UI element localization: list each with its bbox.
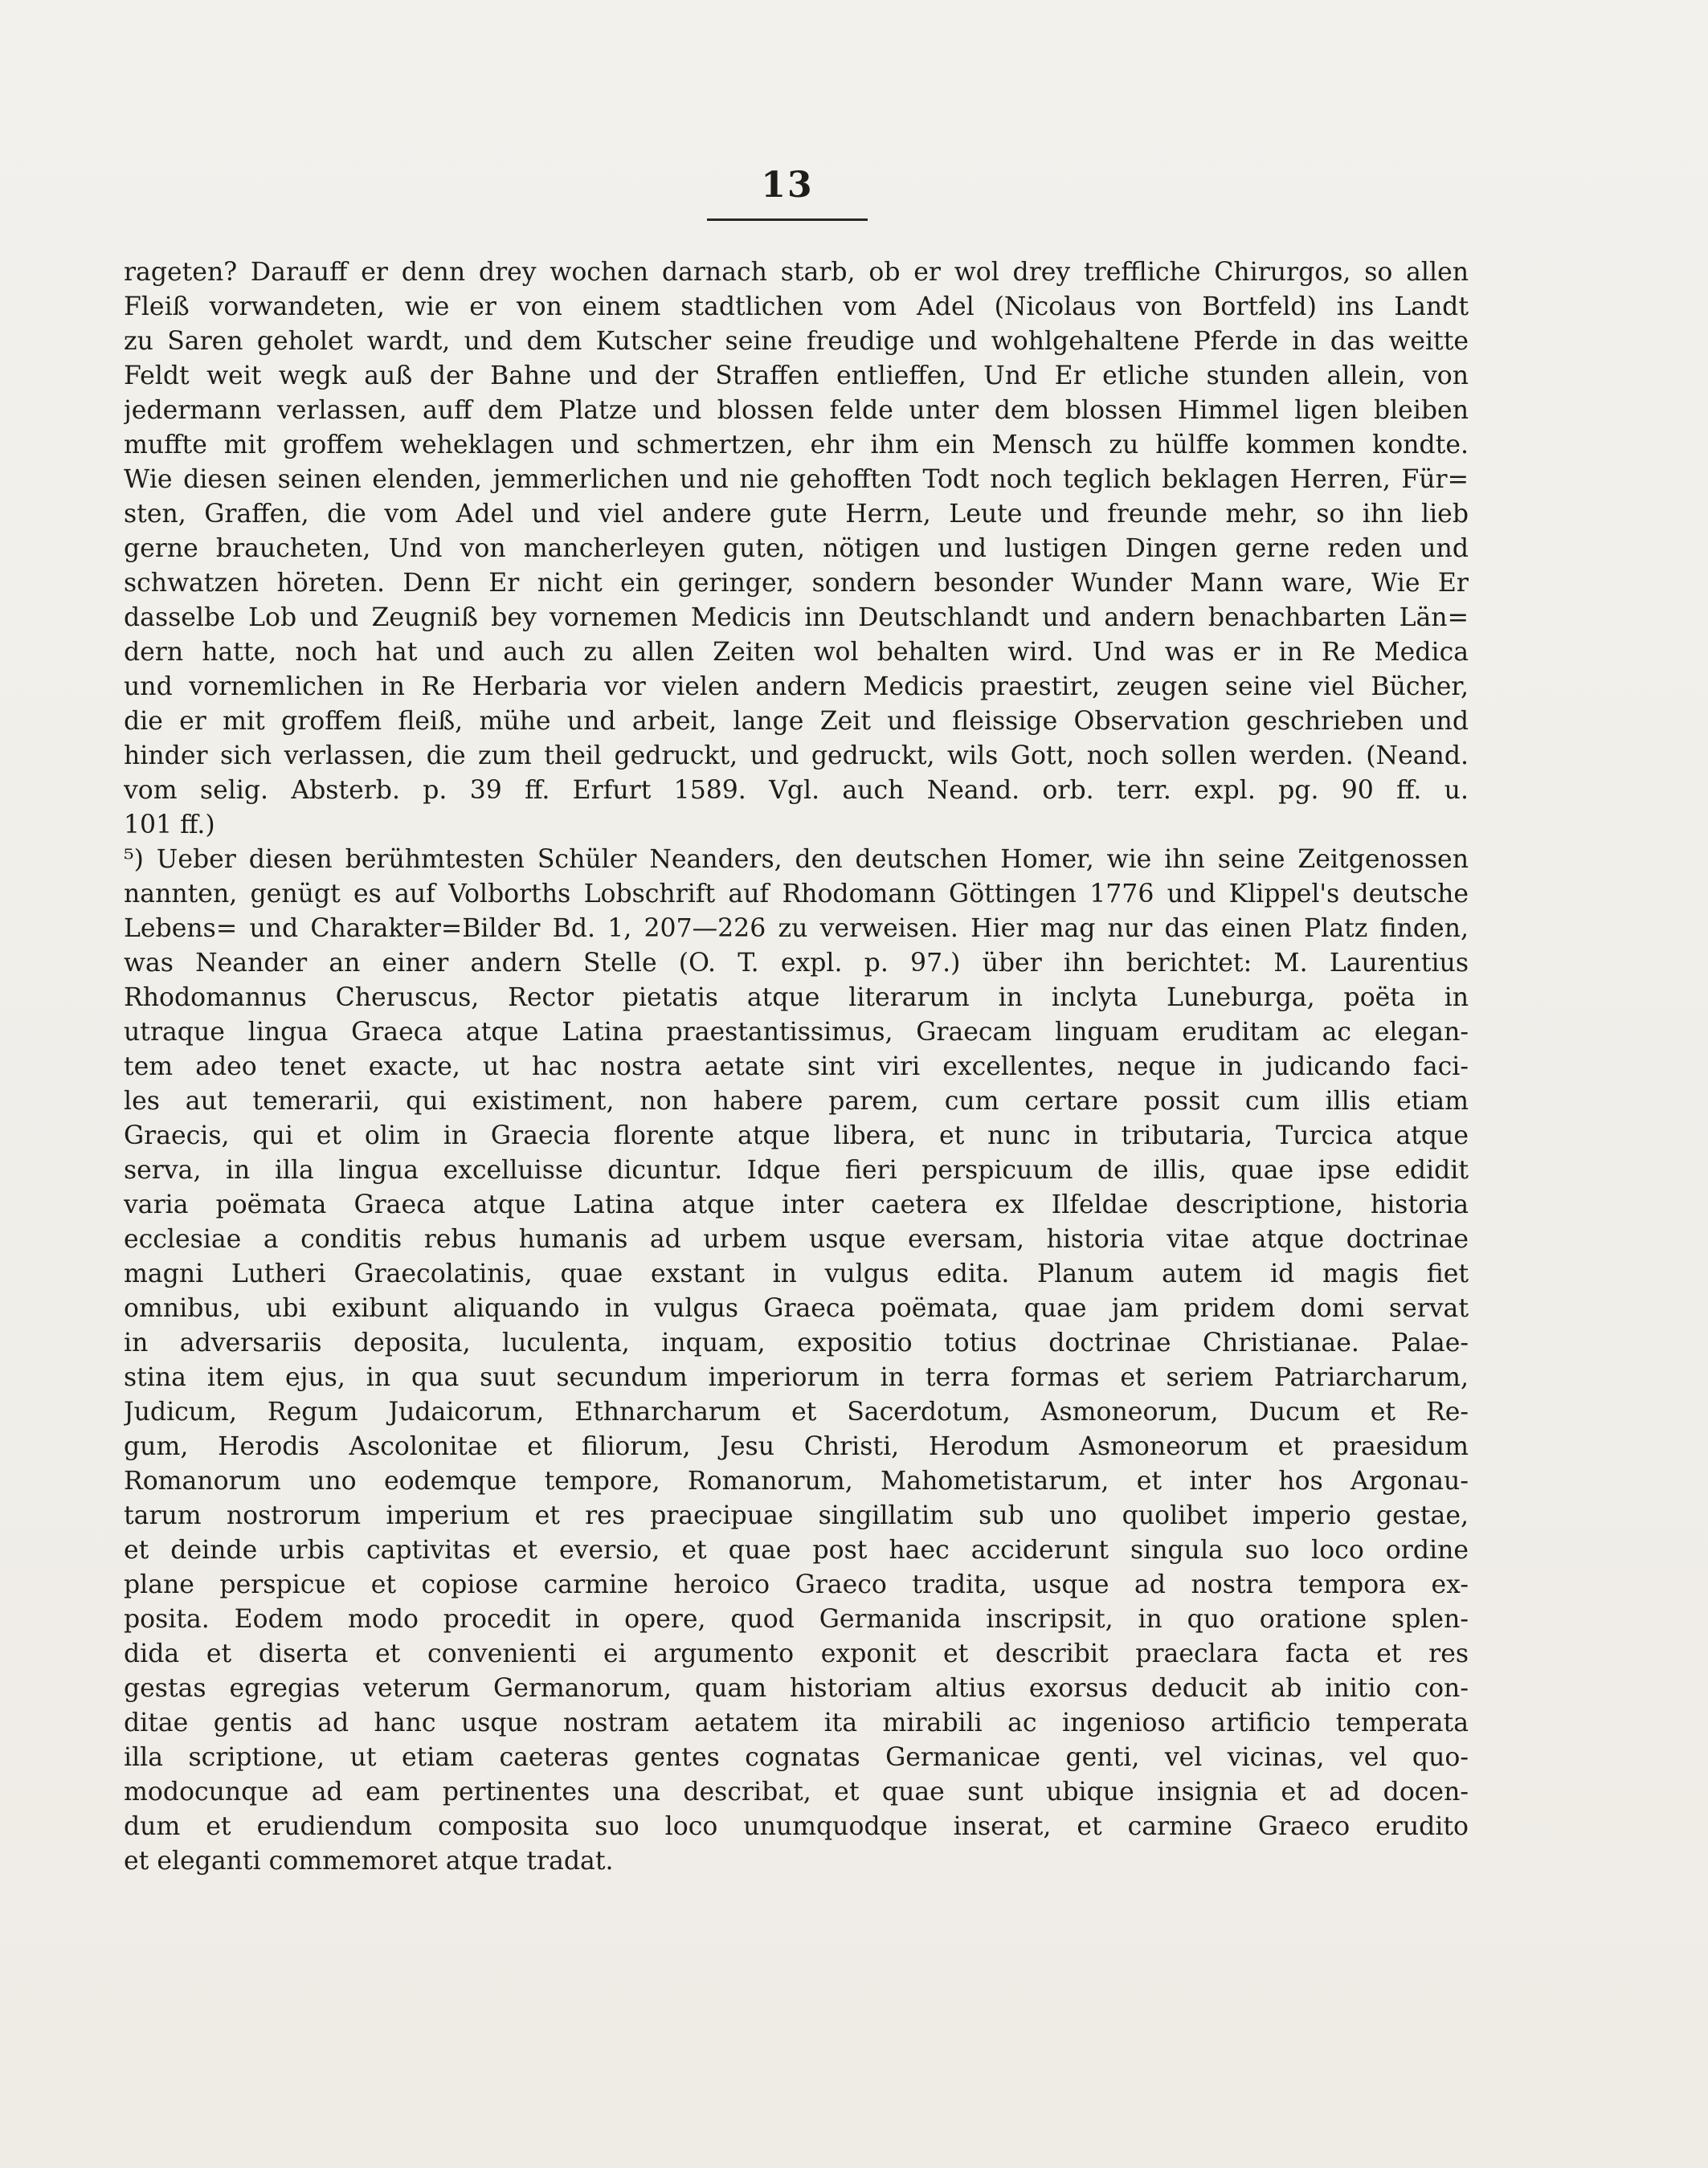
text-line: ⁵) Ueber diesen berühmtesten Schüler Neanders, den deutschen Homer, wie ihn seine Zeitgenossen xyxy=(124,845,1469,874)
text-line: Rhodomannus Cheruscus, Rector pietatis atque literarum in inclyta Luneburga, poëta in xyxy=(124,983,1469,1012)
text-line: Judicum, Regum Judaicorum, Ethnarcharum et Sacerdotum, Asmoneorum, Ducum et Re- xyxy=(124,1398,1469,1427)
text-line: hinder sich verlassen, die zum theil gedruckt, und gedruckt, wils Gott, noch sollen werden. (Neand. xyxy=(124,741,1469,770)
text-line: magni Lutheri Graecolatinis, quae exstant in vulgus edita. Planum autem id magis fiet xyxy=(124,1260,1469,1288)
text-line: plane perspicue et copiose carmine heroico Graeco tradita, usque ad nostra tempora ex- xyxy=(124,1570,1469,1599)
text-line: illa scriptione, ut etiam caeteras gentes cognatas Germanicae genti, vel vicinas, vel quo- xyxy=(124,1743,1469,1772)
text-line: rageten? Darauff er denn drey wochen darnach starb, ob er wol drey treffliche Chirurgos, so allen xyxy=(124,258,1469,287)
text-line: schwatzen höreten. Denn Er nicht ein geringer, sondern besonder Wunder Mann ware, Wie Er xyxy=(124,569,1469,598)
text-line: sten, Graffen, die vom Adel und viel andere gute Herrn, Leute und freunde mehr, so ihn lieb xyxy=(124,500,1469,529)
text-line: ditae gentis ad hanc usque nostram aetatem ita mirabili ac ingenioso artificio temperata xyxy=(124,1709,1469,1737)
page-number-rule xyxy=(707,218,868,221)
text-line: et eleganti commemoret atque tradat. xyxy=(124,1847,614,1876)
text-line: die er mit groffem fleiß, mühe und arbeit, lange Zeit und fleissige Observation geschrieben und xyxy=(124,707,1469,736)
text-line: dum et erudiendum composita suo loco unumquodque inserat, et carmine Graeco erudito xyxy=(124,1812,1469,1841)
text-line: tem adeo tenet exacte, ut hac nostra aetate sint viri excellentes, neque in judicando faci- xyxy=(124,1052,1469,1081)
text-line: Fleiß vorwandeten, wie er von einem stadtlichen vom Adel (Nicolaus von Bortfeld) ins Landt xyxy=(124,292,1469,321)
text-line: ecclesiae a conditis rebus humanis ad urbem usque eversam, historia vitae atque doctrinae xyxy=(124,1225,1469,1254)
text-line: Wie diesen seinen elenden, jemmerlichen und nie gehofften Todt noch teglich beklagen Herren, Für= xyxy=(124,465,1469,494)
body-text xyxy=(124,255,1469,1879)
text-line: modocunque ad eam pertinentes una describat, et quae sunt ubique insignia et ad docen- xyxy=(124,1778,1469,1807)
text-line: dasselbe Lob und Zeugniß bey vornemen Medicis inn Deutschlandt und andern benachbarten Län= xyxy=(124,603,1469,632)
text-line: gestas egregias veterum Germanorum, quam historiam altius exorsus deducit ab initio con- xyxy=(124,1674,1469,1703)
text-line: und vornemlichen in Re Herbaria vor vielen andern Medicis praestirt, zeugen seine viel Bücher, xyxy=(124,672,1469,701)
text-line: gum, Herodis Ascolonitae et filiorum, Jesu Christi, Herodum Asmoneorum et praesidum xyxy=(124,1432,1469,1461)
text-line: dida et diserta et convenienti ei argumento exponit et describit praeclara facta et res xyxy=(124,1639,1469,1668)
text-line: nannten, genügt es auf Volborths Lobschrift auf Rhodomann Göttingen 1776 und Klippel's deutsche xyxy=(124,880,1469,908)
text-line: gerne braucheten, Und von mancherleyen guten, nötigen und lustigen Dingen gerne reden und xyxy=(124,534,1469,563)
text-line: posita. Eodem modo procedit in opere, quod Germanida inscripsit, in quo oratione splen- xyxy=(124,1605,1469,1634)
text-line: zu Saren geholet wardt, und dem Kutscher seine freudige und wohlgehaltene Pferde in das weitte xyxy=(124,327,1469,356)
text-line: les aut temerarii, qui existiment, non habere parem, cum certare possit cum illis etiam xyxy=(124,1087,1469,1116)
text-line: stina item ejus, in qua suut secundum imperiorum in terra formas et seriem Patriarcharum, xyxy=(124,1363,1469,1392)
page-number: 13 xyxy=(761,165,814,206)
text-line: omnibus, ubi exibunt aliquando in vulgus Graeca poëmata, quae jam pridem domi servat xyxy=(124,1294,1469,1323)
text-line: in adversariis deposita, luculenta, inquam, expositio totius doctrinae Christianae. Palae- xyxy=(124,1329,1469,1358)
text-line: Lebens= und Charakter=Bilder Bd. 1, 207—226 zu verweisen. Hier mag nur das einen Platz finden, xyxy=(124,914,1469,943)
text-line: Romanorum uno eodemque tempore, Romanorum, Mahometistarum, et inter hos Argonau- xyxy=(124,1467,1469,1496)
text-line: jedermann verlassen, auff dem Platze und blossen felde unter dem blossen Himmel ligen bleiben xyxy=(124,396,1469,425)
text-line: Graecis, qui et olim in Graecia florente atque libera, et nunc in tributaria, Turcica atque xyxy=(124,1121,1469,1150)
text-line: muffte mit groffem weheklagen und schmertzen, ehr ihm ein Mensch zu hülffe kommen kondte. xyxy=(124,431,1469,459)
text-line: dern hatte, noch hat und auch zu allen Zeiten wol behalten wird. Und was er in Re Medica xyxy=(124,638,1469,667)
text-line: varia poëmata Graeca atque Latina atque inter caetera ex Ilfeldae descriptione, historia xyxy=(124,1190,1469,1219)
text-line: serva, in illa lingua excelluisse dicuntur. Idque fieri perspicuum de illis, quae ipse edidit xyxy=(124,1156,1469,1185)
text-line: tarum nostrorum imperium et res praecipuae singillatim sub uno quolibet imperio gestae, xyxy=(124,1501,1469,1530)
text-line: et deinde urbis captivitas et eversio, et quae post haec acciderunt singula suo loco ordine xyxy=(124,1536,1469,1565)
text-line: Feldt weit wegk auß der Bahne und der Straffen entlieffen, Und Er etliche stunden allein, von xyxy=(124,361,1469,390)
text-line: vom selig. Absterb. p. 39 ff. Erfurt 1589. Vgl. auch Neand. orb. terr. expl. pg. 90 ff. u. xyxy=(124,776,1469,805)
text-line: utraque lingua Graeca atque Latina praestantissimus, Graecam linguam eruditam ac elegan- xyxy=(124,1018,1469,1047)
text-line: 101 ff.) xyxy=(124,810,215,839)
text-line: was Neander an einer andern Stelle (O. T. expl. p. 97.) über ihn berichtet: M. Laurentius xyxy=(124,949,1469,978)
